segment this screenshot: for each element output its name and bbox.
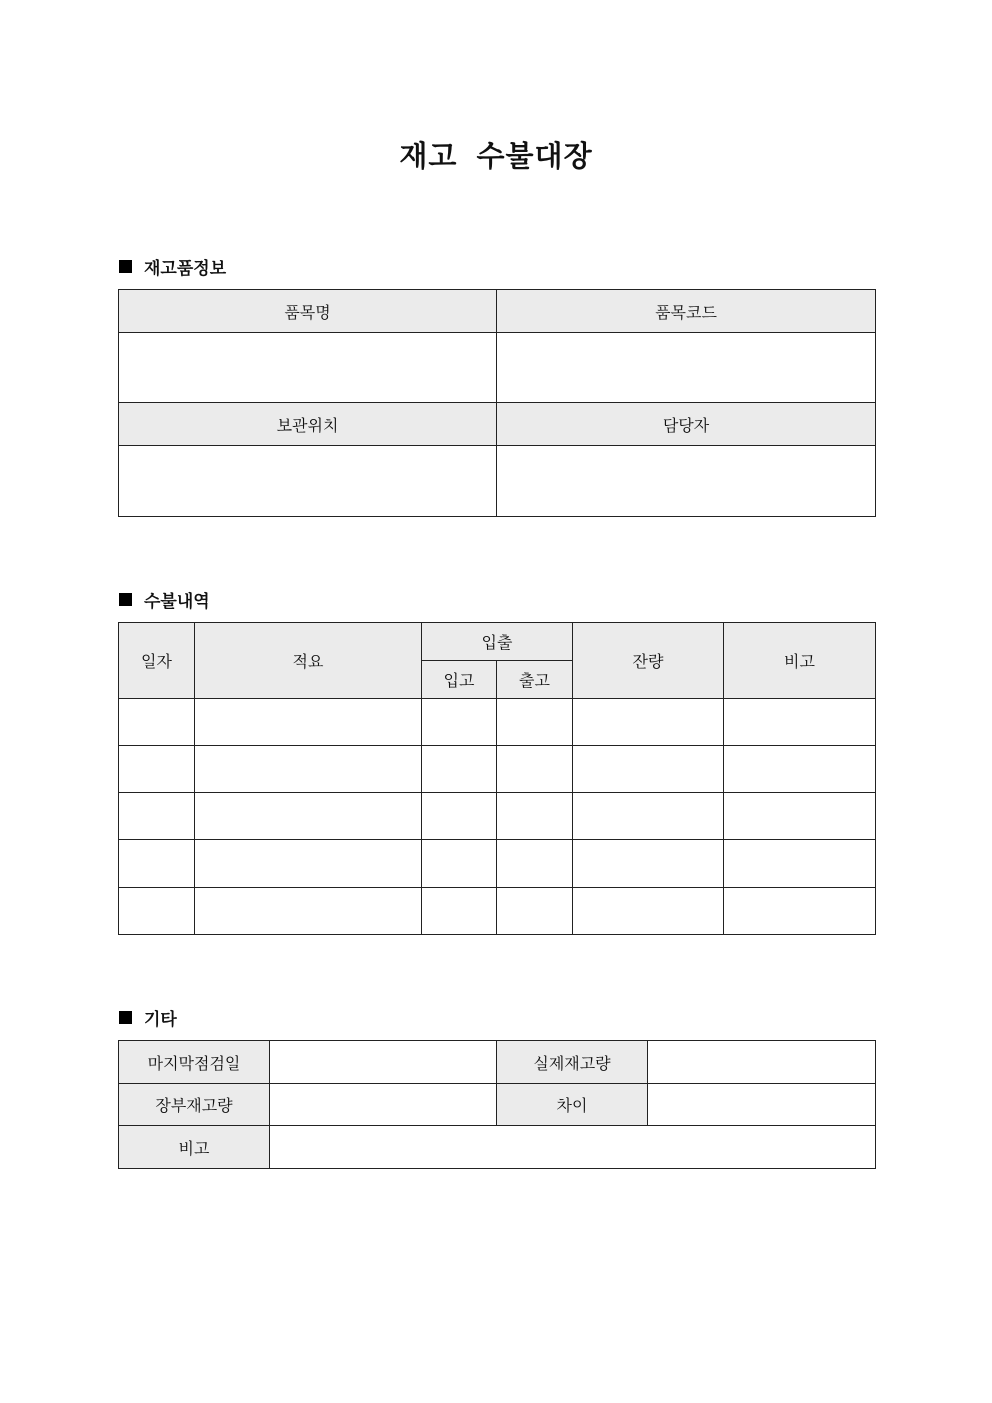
label-last-check-date: 마지막점검일 (119, 1041, 270, 1084)
label-difference: 차이 (497, 1084, 648, 1126)
header-description: 적요 (195, 623, 422, 699)
section-heading-label: 재고품정보 (144, 259, 227, 279)
header-manager: 담당자 (497, 403, 876, 446)
cell-description[interactable] (195, 793, 422, 840)
header-item-name: 품목명 (119, 290, 497, 333)
label-book-stock: 장부재고량 (119, 1084, 270, 1126)
cell-last-check-date[interactable] (270, 1041, 497, 1084)
label-actual-stock: 실제재고량 (497, 1041, 648, 1084)
cell-balance[interactable] (573, 699, 724, 746)
section-heading-etc (119, 1005, 177, 1030)
cell-remarks[interactable] (724, 699, 876, 746)
table-row (119, 746, 876, 793)
cell-balance[interactable] (573, 840, 724, 888)
cell-item-code[interactable] (497, 333, 876, 403)
table-row (119, 888, 876, 935)
cell-outbound[interactable] (497, 793, 573, 840)
cell-book-stock[interactable] (270, 1084, 497, 1126)
transactions-table (118, 622, 876, 935)
cell-description[interactable] (195, 840, 422, 888)
stock-info-table (118, 289, 876, 517)
black-square-bullet-icon (119, 593, 132, 606)
cell-item-name[interactable] (119, 333, 497, 403)
cell-balance[interactable] (573, 888, 724, 935)
cell-inbound[interactable] (422, 793, 497, 840)
cell-remarks[interactable] (724, 793, 876, 840)
cell-storage-location[interactable] (119, 446, 497, 517)
cell-inbound[interactable] (422, 746, 497, 793)
cell-difference[interactable] (648, 1084, 876, 1126)
cell-outbound[interactable] (497, 699, 573, 746)
black-square-bullet-icon (119, 1011, 132, 1024)
cell-remarks[interactable] (270, 1126, 876, 1169)
section-heading-label: 수불내역 (144, 592, 210, 612)
table-row (119, 699, 876, 746)
table-row (119, 840, 876, 888)
cell-inbound[interactable] (422, 699, 497, 746)
cell-date[interactable] (119, 840, 195, 888)
header-outbound: 출고 (497, 661, 573, 699)
cell-date[interactable] (119, 746, 195, 793)
cell-outbound[interactable] (497, 888, 573, 935)
section-heading-label: 기타 (144, 1010, 177, 1030)
etc-table (118, 1040, 876, 1169)
section-heading-transactions (119, 587, 210, 612)
black-square-bullet-icon (119, 260, 132, 273)
header-item-code: 품목코드 (497, 290, 876, 333)
header-in-out: 입출 (422, 623, 573, 661)
cell-date[interactable] (119, 699, 195, 746)
cell-balance[interactable] (573, 746, 724, 793)
cell-date[interactable] (119, 793, 195, 840)
cell-remarks[interactable] (724, 746, 876, 793)
cell-inbound[interactable] (422, 888, 497, 935)
cell-balance[interactable] (573, 793, 724, 840)
header-inbound: 입고 (422, 661, 497, 699)
cell-remarks[interactable] (724, 888, 876, 935)
cell-date[interactable] (119, 888, 195, 935)
cell-description[interactable] (195, 746, 422, 793)
cell-actual-stock[interactable] (648, 1041, 876, 1084)
cell-outbound[interactable] (497, 840, 573, 888)
cell-outbound[interactable] (497, 746, 573, 793)
header-balance: 잔량 (573, 623, 724, 699)
cell-description[interactable] (195, 888, 422, 935)
header-date: 일자 (119, 623, 195, 699)
header-remarks: 비고 (724, 623, 876, 699)
cell-inbound[interactable] (422, 840, 497, 888)
page-title: 재고 수불대장 (399, 139, 593, 173)
section-heading-stock-info (119, 254, 226, 279)
cell-manager[interactable] (497, 446, 876, 517)
cell-remarks[interactable] (724, 840, 876, 888)
header-storage-location: 보관위치 (119, 403, 497, 446)
label-remarks: 비고 (119, 1126, 270, 1169)
cell-description[interactable] (195, 699, 422, 746)
table-row (119, 793, 876, 840)
